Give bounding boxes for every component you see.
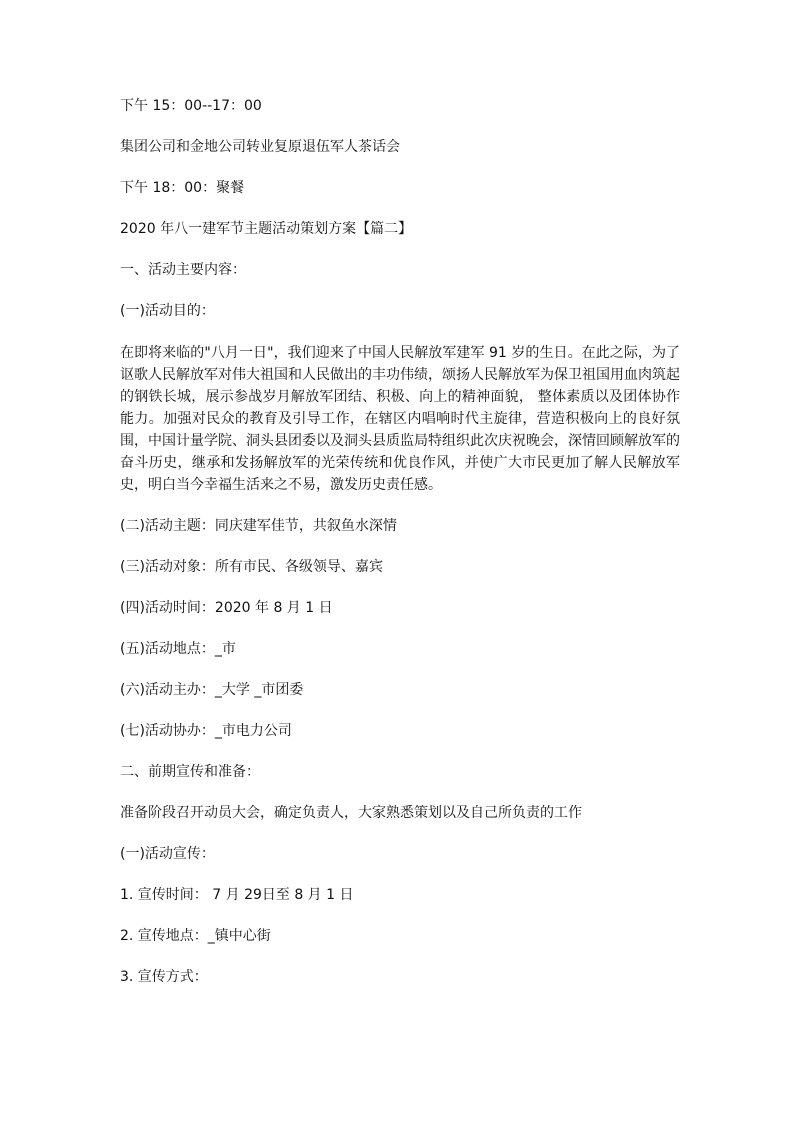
document-page	[120, 96, 680, 1008]
heading-activity-promotion: (一)活动宣传：	[120, 846, 215, 862]
promotion-location: 2. 宣传地点：_镇中心街	[120, 928, 271, 944]
purpose-paragraph: 在即将来临的"八月一日"，我们迎来了中国人民解放军建军 91 岁的生日。在此之际，为了讴歌人民解放军对伟大祖国和人民做出的丰功伟绩，颂扬人民解放军为保卫祖国用血肉筑起的钢铁长城，展示参战岁月解放军团结、积极、向上的精神面貌， 整体素质以及团体协作能力。加强对民众的教育及引导工作，在辖区内唱响时代主旋律，营造积极向上的良好氛围，中国计量学院、洞头县团委以及洞头县质监局特组织此次庆祝晚会，深情回顾解放军的奋斗历史，继承和发扬解放军的光荣传统和优良作风，并使广大市民更加了解人民解放军史，明白当今幸福生活来之不易，激发历史责任感。	[120, 345, 680, 493]
schedule-afternoon-time: 下午 15：00--17：00	[120, 98, 262, 114]
item-activity-cohost: (七)活动协办：_市电力公司	[120, 723, 292, 739]
heading-main-content: 一、活动主要内容：	[120, 262, 246, 278]
item-activity-time: (四)活动时间：2020 年 8 月 1 日	[120, 600, 333, 616]
promotion-method: 3. 宣传方式：	[120, 969, 208, 985]
item-activity-theme: (二)活动主题：同庆建军佳节，共叙鱼水深情	[120, 518, 397, 534]
item-activity-audience: (三)活动对象：所有市民、各级领导、嘉宾	[120, 559, 383, 575]
promotion-time: 1. 宣传时间： 7 月 29日至 8 月 1 日	[120, 887, 354, 903]
heading-preparation: 二、前期宣传和准备：	[120, 764, 260, 780]
schedule-dinner: 下午 18：00：聚餐	[120, 180, 245, 196]
item-activity-host: (六)活动主办：_大学 _市团委	[120, 682, 304, 698]
heading-activity-purpose: (一)活动目的：	[120, 303, 215, 319]
schedule-tea-party: 集团公司和金地公司转业复原退伍军人茶话会	[120, 139, 400, 155]
preparation-paragraph: 准备阶段召开动员大会，确定负责人，大家熟悉策划以及自己所负责的工作	[120, 805, 582, 821]
item-activity-location: (五)活动地点：_市	[120, 641, 236, 657]
section-title-plan-two: 2020 年八一建军节主题活动策划方案【篇二】	[120, 221, 413, 237]
